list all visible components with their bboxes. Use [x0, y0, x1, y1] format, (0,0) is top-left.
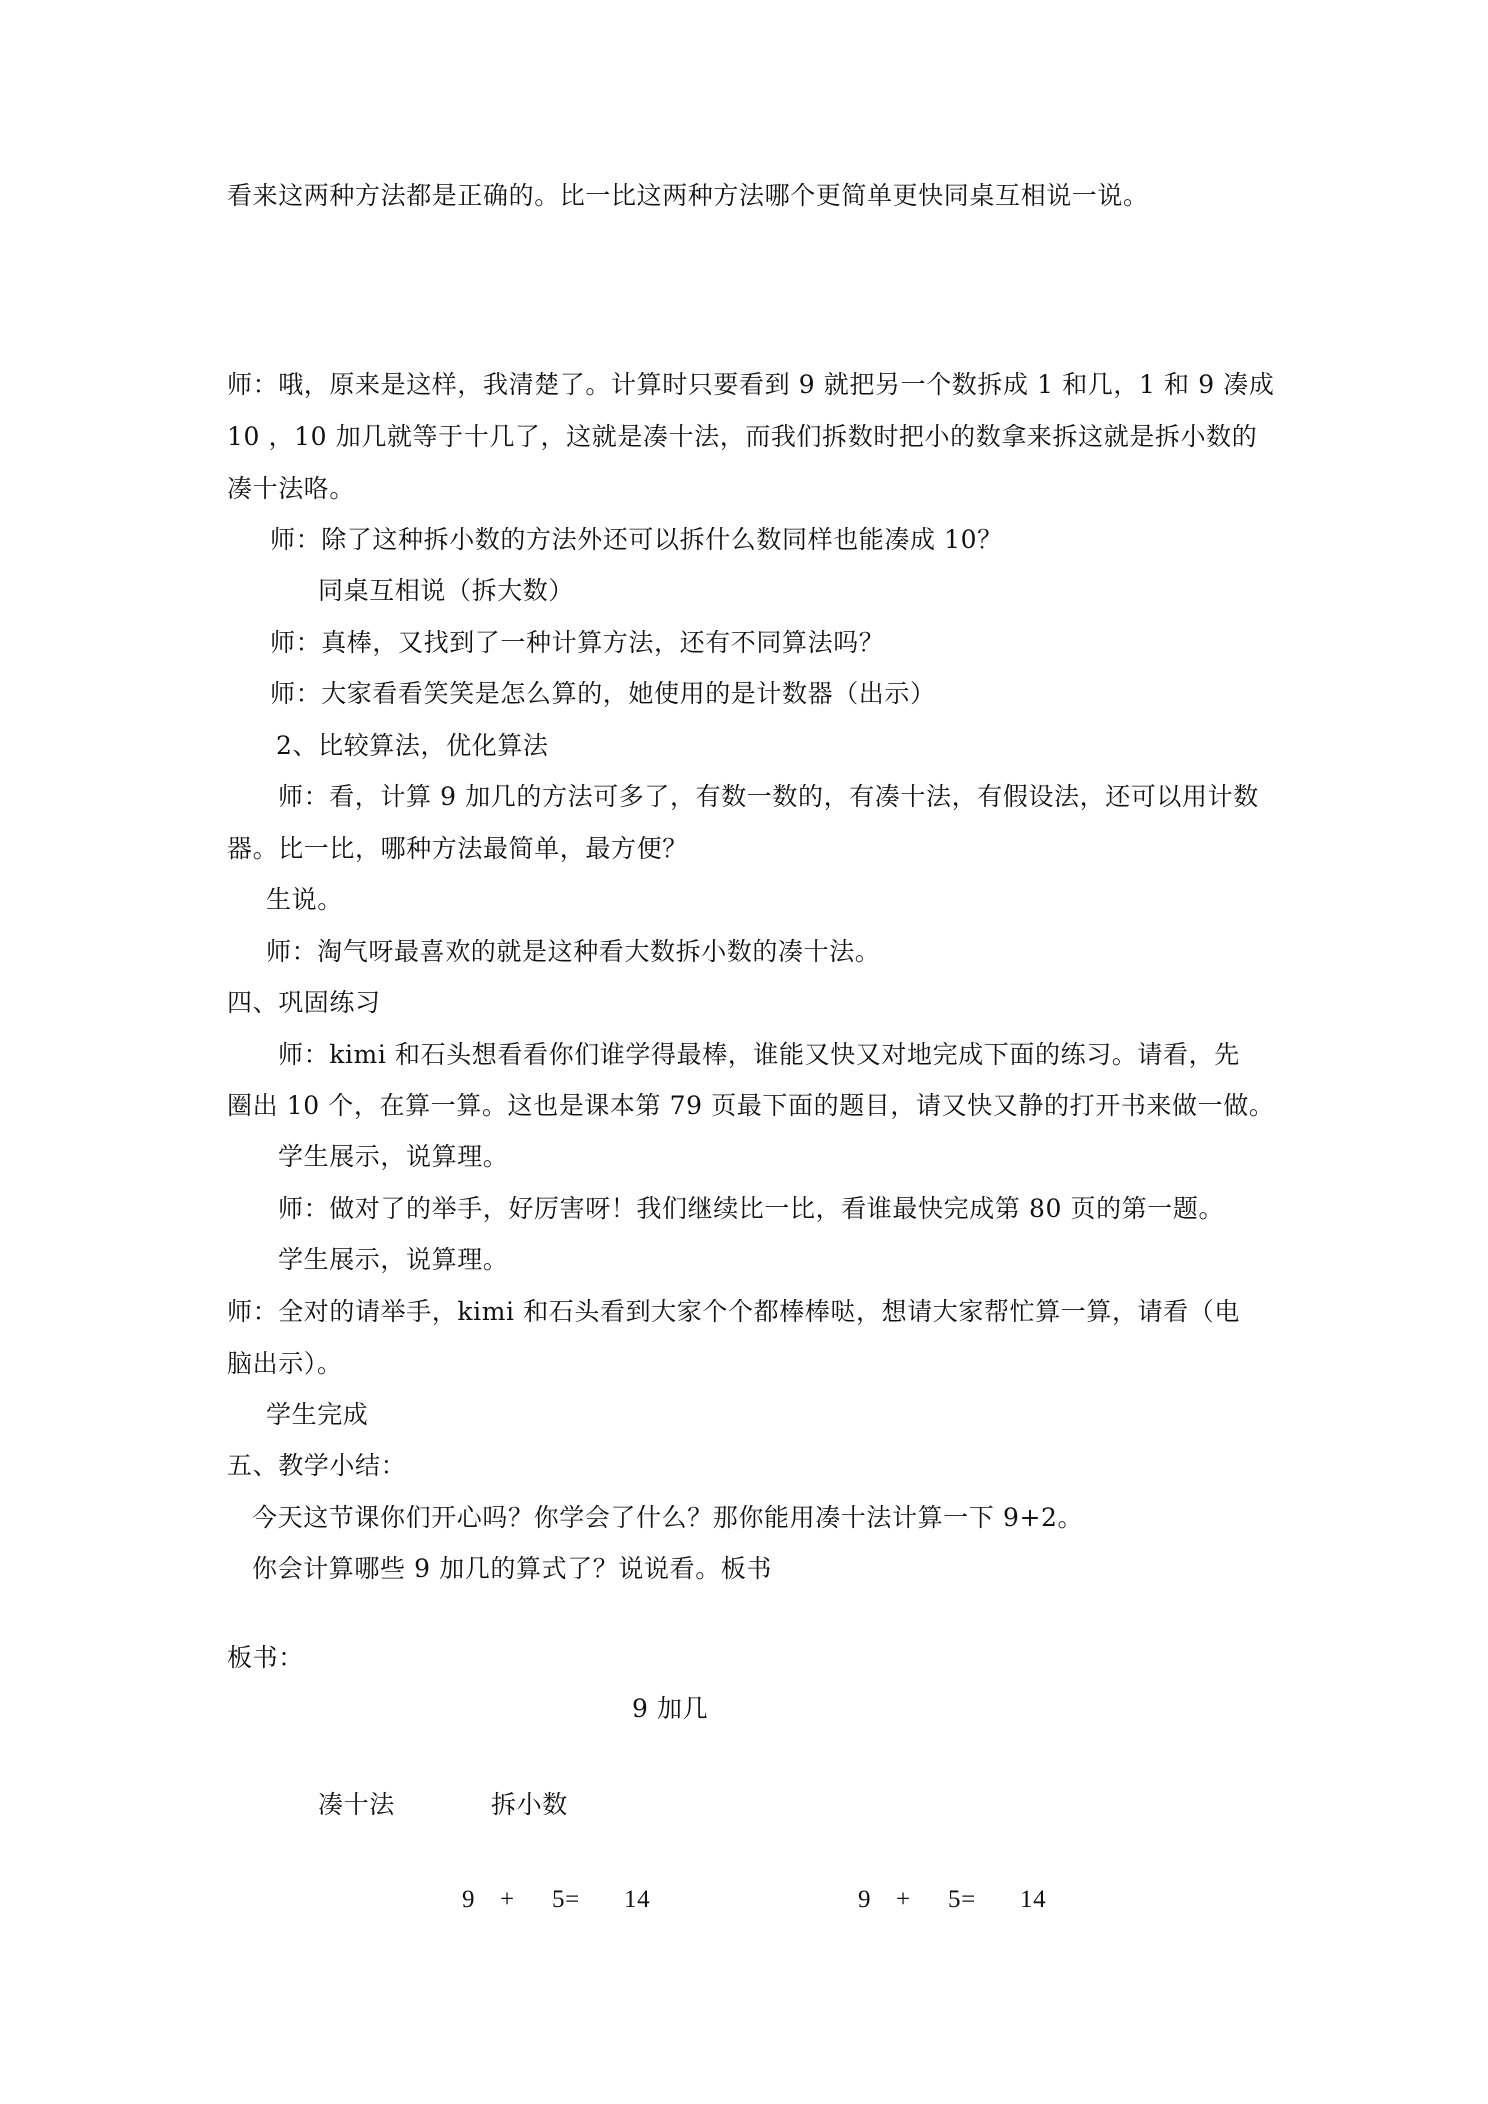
right-equation-operand-a: 9 [858, 1886, 872, 1913]
board-label: 板书： [227, 1643, 304, 1672]
left-equation-operand-a: 9 [462, 1886, 476, 1913]
board-title: 9 加几 [632, 1694, 709, 1723]
paragraph-line: 师：淘气呀最喜欢的就是这种看大数拆小数的凑十法。 [266, 937, 881, 966]
paragraph-line: 师：哦，原来是这样，我清楚了。计算时只要看到 9 就把另一个数拆成 1 和几，1 和 9 凑成 [227, 370, 1275, 399]
section-heading: 五、教学小结： [227, 1451, 407, 1480]
paragraph-line: 学生完成 [266, 1400, 369, 1429]
board-sub-method: 拆小数 [491, 1790, 568, 1819]
paragraph-line: 今天这节课你们开心吗？你学会了什么？那你能用凑十法计算一下 9+2。 [252, 1503, 1084, 1532]
paragraph-line: 看来这两种方法都是正确的。比一比这两种方法哪个更简单更快同桌互相说一说。 [227, 181, 1149, 210]
paragraph-line: 学生展示，说算理。 [278, 1245, 509, 1274]
paragraph-line: 器。比一比，哪种方法最简单，最方便？ [227, 834, 688, 863]
paragraph-line: 师：大家看看笑笑是怎么算的，她使用的是计数器（出示） [270, 679, 936, 708]
paragraph-line: 师：做对了的举手，好厉害呀！我们继续比一比，看谁最快完成第 80 页的第一题。 [278, 1194, 1225, 1223]
paragraph-line: 师：除了这种拆小数的方法外还可以拆什么数同样也能凑成 10？ [270, 525, 1003, 554]
paragraph-line: 师：kimi 和石头想看看你们谁学得最棒，谁能又快又对地完成下面的练习。请看，先 [278, 1040, 1240, 1069]
board-method: 凑十法 [318, 1790, 395, 1819]
paragraph-line: 师：全对的请举手，kimi 和石头看到大家个个都棒棒哒，想请大家帮忙算一算，请看（电 [227, 1297, 1240, 1326]
right-equation-operand-b: 5= [948, 1886, 976, 1913]
left-equation-operator: + [500, 1886, 515, 1913]
paragraph-line: 凑十法咯。 [227, 474, 356, 503]
paragraph-line: 师：看，计算 9 加几的方法可多了，有数一数的，有凑十法，有假设法，还可以用计数 [278, 782, 1259, 811]
paragraph-line: 你会计算哪些 9 加几的算式了？说说看。板书 [252, 1554, 773, 1583]
paragraph-line: 10 ，10 加几就等于十几了，这就是凑十法，而我们拆数时把小的数拿来拆这就是拆小数的 [227, 422, 1258, 451]
left-equation-operand-b: 5= [552, 1886, 580, 1913]
paragraph-line: 师：真棒，又找到了一种计算方法，还有不同算法吗？ [270, 628, 885, 657]
right-equation-operator: + [896, 1886, 911, 1913]
section-subheading: 2、比较算法，优化算法 [276, 731, 549, 760]
section-heading: 四、巩固练习 [227, 988, 381, 1017]
left-equation-result: 14 [624, 1886, 651, 1913]
right-equation-result: 14 [1020, 1886, 1047, 1913]
paragraph-line: 脑出示）。 [227, 1349, 343, 1378]
paragraph-line: 同桌互相说（拆大数） [318, 576, 575, 605]
paragraph-line: 圈出 10 个，在算一算。这也是课本第 79 页最下面的题目，请又快又静的打开书来做一做。 [227, 1091, 1275, 1120]
paragraph-line: 生说。 [266, 885, 343, 914]
paragraph-line: 学生展示，说算理。 [278, 1142, 509, 1171]
